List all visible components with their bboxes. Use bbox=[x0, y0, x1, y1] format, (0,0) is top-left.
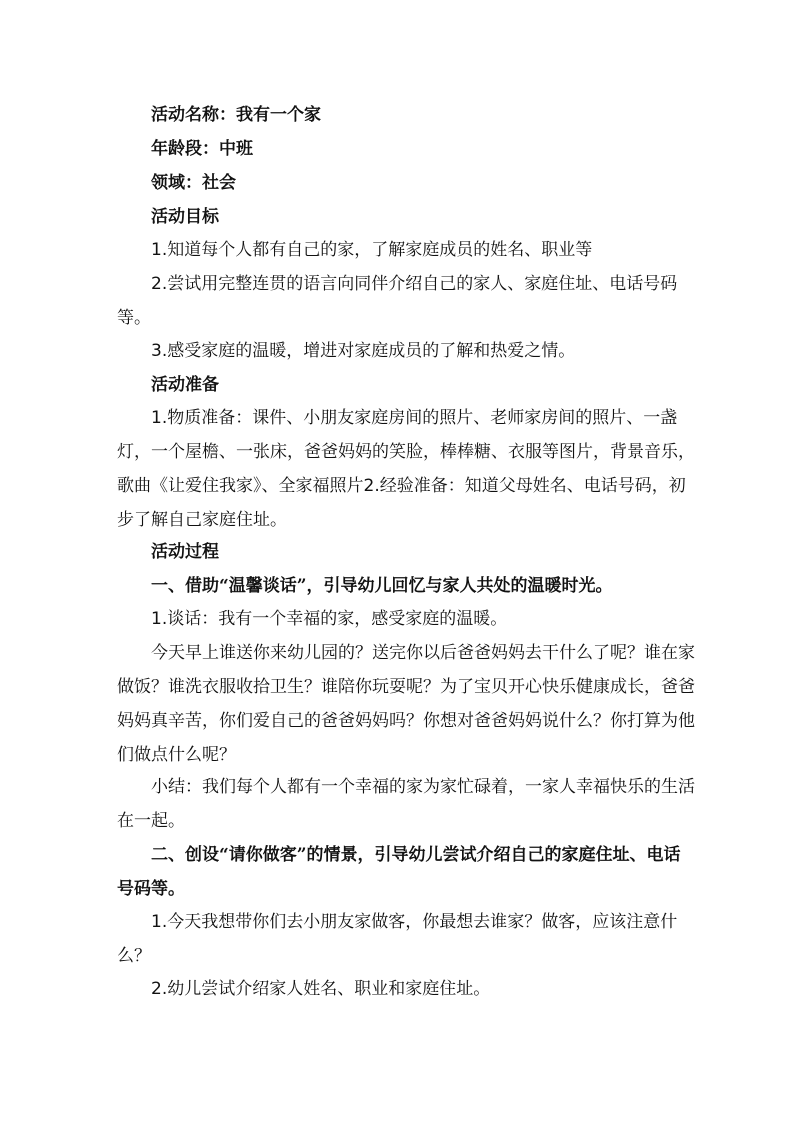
preparation-heading: 活动准备 bbox=[151, 375, 219, 395]
process-heading: 活动过程 bbox=[151, 542, 219, 562]
goals-heading: 活动目标 bbox=[151, 207, 219, 227]
age-group: 年龄段：中班 bbox=[151, 139, 253, 159]
part1-step1: 1.谈话：我有一个幸福的家，感受家庭的温暖。 bbox=[151, 609, 508, 629]
part1-questions: 今天早上谁送你来幼儿园的？送完你以后爸爸妈妈去干什么了呢？谁在家做饭？谁洗衣服收拾卫生？谁陪你玩耍呢？为了宝贝开心快乐健康成长，爸爸妈妈真辛苦，你们爱自己的爸爸妈妈吗？你想对爸爸妈妈说什么？你打算为他们做点什么呢？ bbox=[117, 643, 695, 765]
goal-item-3: 3.感受家庭的温暖，增进对家庭成员的了解和热爱之情。 bbox=[151, 341, 576, 361]
part2-step2: 2.幼儿尝试介绍家人姓名、职业和家庭住址。 bbox=[151, 979, 491, 999]
domain-field: 领域：社会 bbox=[151, 173, 236, 193]
goal-item-2: 2.尝试用完整连贯的语言向同伴介绍自己的家人、家庭住址、电话号码等。 bbox=[117, 274, 678, 328]
goal-item-1: 1.知道每个人都有自己的家，了解家庭成员的姓名、职业等 bbox=[151, 240, 593, 260]
part2-step1: 1.今天我想带你们去小朋友家做客，你最想去谁家？做客，应该注意什么？ bbox=[117, 912, 678, 966]
part1-title: 一、借助“温馨谈话”，引导幼儿回忆与家人共处的温暖时光。 bbox=[151, 576, 613, 596]
preparation-text: 1.物质准备：课件、小朋友家庭房间的照片、老师家房间的照片、一盏灯，一个屋檐、一张床，爸爸妈妈的笑脸，棒棒糖、衣服等图片，背景音乐，歌曲《让爱住我家》、全家福照片2.经验准备：知道父母姓名、电话号码，初步了解自己家庭住址。 bbox=[117, 408, 695, 530]
part1-summary: 小结：我们每个人都有一个幸福的家为家忙碌着，一家人幸福快乐的生活在一起。 bbox=[117, 777, 695, 831]
part2-title: 二、创设“请你做客”的情景，引导幼儿尝试介绍自己的家庭住址、电话号码等。 bbox=[117, 845, 681, 899]
activity-name: 活动名称：我有一个家 bbox=[151, 105, 321, 125]
